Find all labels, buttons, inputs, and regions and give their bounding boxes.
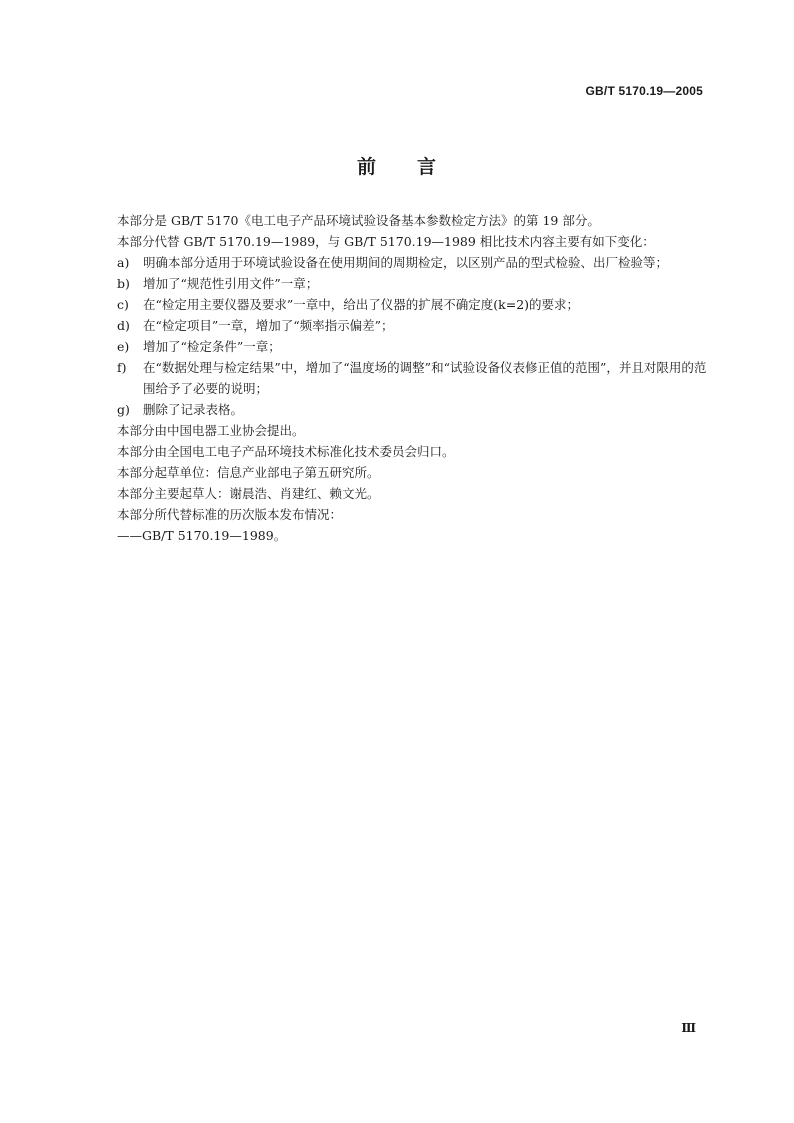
list-item-text: 在“数据处理与检定结果”中，增加了“温度场的调整”和“试验设备仪表修正值的范围”，并且对限用的范围给予了必要的说明； <box>143 360 707 396</box>
foreword-body <box>117 210 709 546</box>
list-marker: g) <box>117 402 130 417</box>
list-item-text: 在“检定项目”一章，增加了“频率指示偏差”； <box>143 318 394 333</box>
paragraph-history-intro: 本部分所代替标准的历次版本发布情况： <box>117 507 343 522</box>
change-item-a <box>117 252 709 273</box>
page-title <box>0 152 794 179</box>
paragraph-drafting-unit: 本部分起草单位：信息产业部电子第五研究所。 <box>117 465 380 480</box>
change-item-d <box>117 315 709 336</box>
list-marker: b) <box>117 276 130 291</box>
page-number: Ⅲ <box>681 1021 696 1035</box>
list-item-text: 增加了“检定条件”一章； <box>143 339 281 354</box>
list-item-text: 删除了记录表格。 <box>143 402 244 417</box>
list-marker: f) <box>117 360 127 375</box>
list-item-text: 明确本部分适用于环境试验设备在使用期间的周期检定，以区别产品的型式检验、出厂检验等； <box>143 255 669 270</box>
change-item-f <box>117 357 709 399</box>
change-item-g <box>117 399 709 420</box>
list-marker: a) <box>117 255 130 270</box>
list-marker: e) <box>117 339 130 354</box>
paragraph-proposer: 本部分由中国电器工业协会提出。 <box>117 423 305 438</box>
list-marker: d) <box>117 318 130 333</box>
list-marker: c) <box>117 297 129 312</box>
change-item-b <box>117 273 709 294</box>
list-item-text: 增加了“规范性引用文件”一章； <box>143 276 319 291</box>
paragraph-committee: 本部分由全国电工电子产品环境技术标准化技术委员会归口。 <box>117 444 455 459</box>
list-item-text: 在“检定用主要仪器及要求”一章中，给出了仪器的扩展不确定度(k=2)的要求； <box>143 297 580 312</box>
title-char-2: 言 <box>417 156 438 178</box>
paragraph-history-entry: ——GB/T 5170.19—1989。 <box>117 528 287 543</box>
standard-number: GB/T 5170.19—2005 <box>585 84 703 98</box>
change-item-e <box>117 336 709 357</box>
change-item-c <box>117 294 709 315</box>
paragraph-scope: 本部分是 GB/T 5170《电工电子产品环境试验设备基本参数检定方法》的第 19 部分。 <box>117 213 600 228</box>
paragraph-drafters: 本部分主要起草人：谢晨浩、肖建红、赖文光。 <box>117 486 380 501</box>
title-char-1: 前 <box>356 156 377 178</box>
paragraph-replaces: 本部分代替 GB/T 5170.19—1989，与 GB/T 5170.19—1989 相比技术内容主要有如下变化： <box>117 234 655 249</box>
